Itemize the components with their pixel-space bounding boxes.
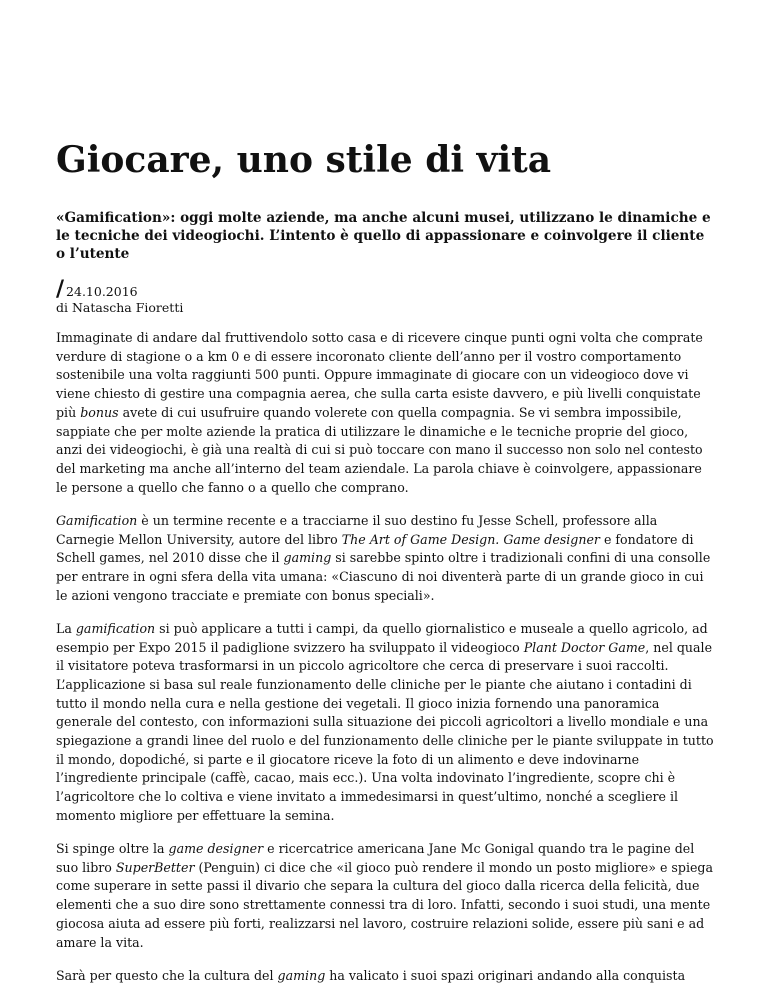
body-paragraph (56, 329, 716, 497)
emphasized-text: gamification (75, 620, 156, 636)
paragraph-text: avete di cui usufruire quando volerete con quella compagnia. Se vi sembra impossibile, sappiate che per molte aziende la pratica di utilizzare le dinamiche e le tecniche proprie del gioco, anzi dei videogiochi, è già una realtà di cui si può toccare con mano il successo non solo nel contesto del marketing ma anche all’interno del team aziendale. La parola chiave è coinvolgere, appassionare le persone a quello che fanno o a quello che comprano. (56, 404, 703, 495)
article-subtitle: «Gamification»: oggi molte aziende, ma anche alcuni musei, utilizzano le dinamiche e le tecniche dei videogiochi. L’intento è quello di appassionare e coinvolgere il cliente o l’utente (56, 210, 711, 262)
date-row (56, 277, 716, 302)
emphasized-text: bonus (80, 404, 119, 420)
paragraph-text: Sarà per questo che la cultura del (56, 967, 278, 983)
article-meta (56, 277, 716, 316)
body-paragraph (56, 840, 716, 952)
paragraph-text: ha valicato i suoi spazi originari andando alla conquista (325, 967, 686, 983)
emphasized-text: The Art of Game Design. Game designer (341, 531, 600, 547)
emphasized-text: SuperBetter (115, 859, 195, 875)
paragraph-text: (Penguin) ci dice che «il gioco può rendere il mondo un posto migliore» e spiega come superare in sette passi il divario che separa la cultura del gioco dalla ricerca della felicità, due elementi che a suo dire sono strettamente connessi tra di loro. Infatti, secondo i suoi studi, una mente giocosa aiuta ad essere più forti, realizzarsi nel lavoro, costruire relazioni solide, essere più sani e ad amare la vita. (56, 859, 713, 950)
paragraph-text: Si spinge oltre la (56, 841, 169, 857)
emphasized-text: gaming (283, 550, 332, 566)
paragraph-text: si può applicare a tutti i campi, da quello giornalistico e museale a quello agricolo, ad esempio per Expo 2015 il padiglione svizzero ha sviluppato il videogioco (56, 620, 708, 655)
body-paragraph (56, 967, 716, 986)
paragraph-text: è un termine recente e a tracciarne il suo destino fu Jesse Schell, professore alla Carnegie Mellon University, autore del libro (56, 512, 658, 547)
body-paragraph (56, 512, 716, 606)
paragraph-text: La (56, 620, 76, 636)
paragraph-text: Immaginate di andare dal fruttivendolo sotto casa e di ricevere cinque punti ogni volta che comprate verdure di stagione o a km 0 e di essere incoronato cliente dell’anno per il vostro comportamento sostenibile una volta raggiunti 500 punti. Oppure immaginate di giocare con un videogioco dove vi viene chiesto di gestire una compagnia aerea, che sulla carta esiste davvero, e più livelli conquistate più (56, 330, 703, 420)
emphasized-text: Plant Doctor Game (523, 639, 646, 655)
slash-mark: / (56, 277, 65, 302)
paragraph-text: si sarebbe spinto oltre i tradizionali confini di una consolle per entrare in ogni sfera della vita umana: «Ciascuno di noi diventerà parte di un grande gioco in cui le azioni vengono tracciate e premiate con bonus speciali». (56, 550, 711, 603)
author-byline: di Natascha Fioretti (56, 300, 184, 315)
emphasized-text: Gamification (56, 512, 138, 528)
publication-date: 24.10.2016 (66, 284, 138, 299)
paragraph-text: e fondatore di Schell games, nel 2010 disse che il (56, 531, 694, 566)
paragraph-text: e ricercatrice americana Jane Mc Gonigal quando tra le pagine del suo libro (56, 841, 695, 875)
body-paragraph (56, 620, 716, 826)
emphasized-text: gaming (277, 967, 326, 983)
emphasized-text: game designer (168, 841, 264, 857)
paragraph-text: , nel quale il visitatore poteva trasformarsi in un piccolo agricoltore che cerca di preservare i suoi raccolti. L’applicazione si basa sul reale funzionamento delle cliniche per le piante che aiutano i contadini di tutto il mondo nella cura e nella gestione dei vegetali. Il gioco inizia fornendo una panoramica generale del contesto, con informazioni sulla situazione dei piccoli agricoltori a livello mondiale e una spiegazione a grandi linee del ruolo e del funzionamento delle cliniche per le piante sviluppate in tutto il mondo, dopodiché, si parte e il giocatore riceve la foto di un alimento e deve indovinarne l’ingrediente principale (caffè, cacao, mais ecc.). Una volta indovinato l’ingrediente, scopre chi è l’agricoltore che lo coltiva e viene invitato a immedesimarsi in quest’ultimo, nonché a scegliere il momento migliore per effettuare la semina. (56, 639, 714, 823)
article-body (56, 329, 716, 1000)
article-title: Giocare, uno stile di vita (56, 139, 552, 181)
